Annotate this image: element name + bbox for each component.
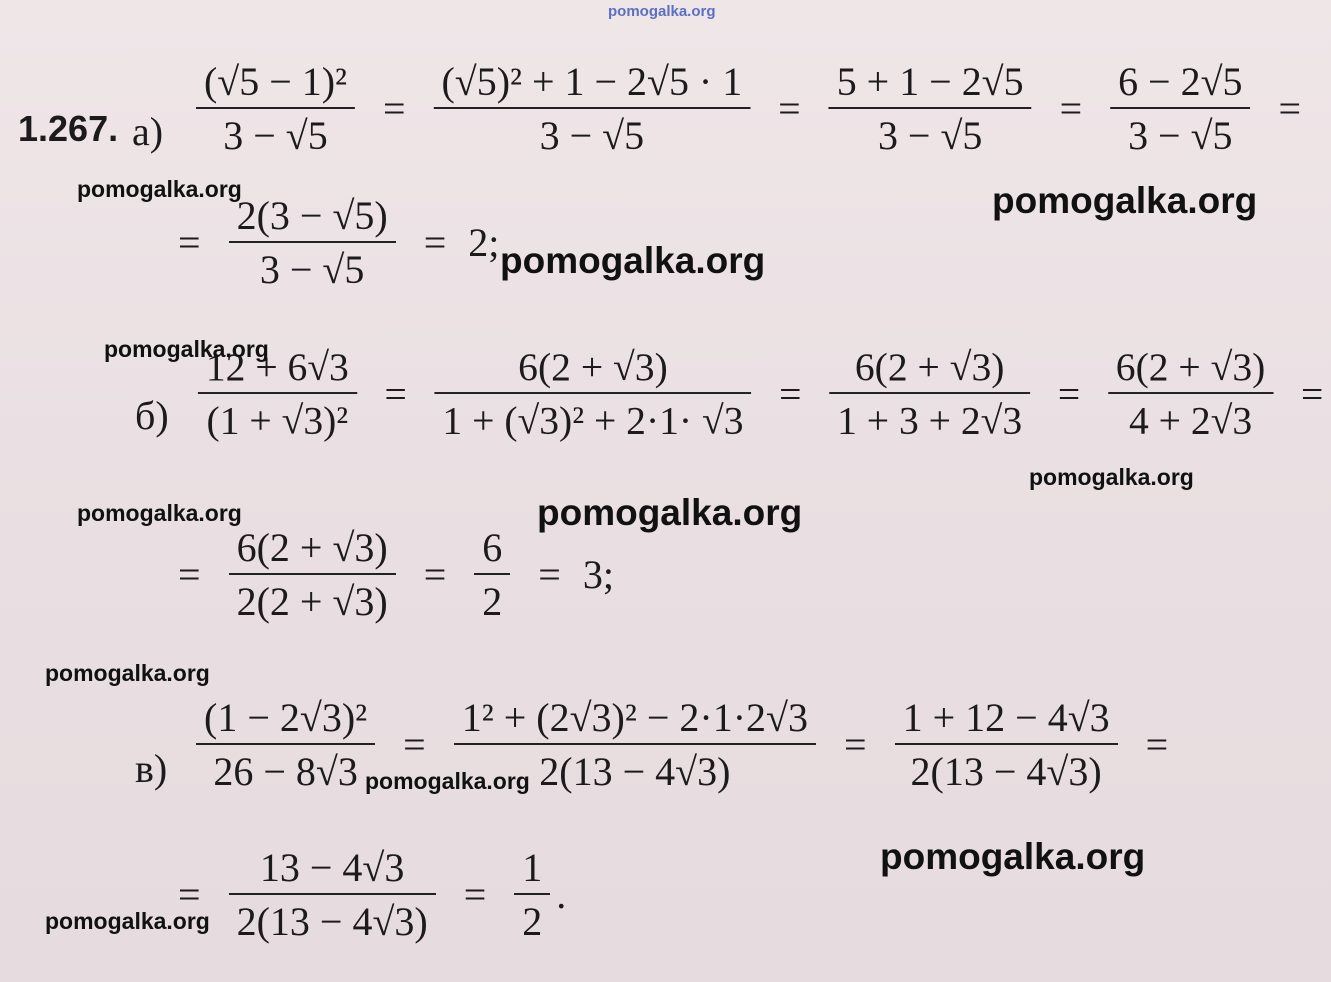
- watermark: pomogalka.org: [992, 180, 1258, 221]
- denominator: 3 − √5: [539, 112, 645, 158]
- equals-sign: =: [463, 872, 487, 917]
- denominator: 26 − 8√3: [213, 749, 358, 794]
- numerator: 1 + 12 − 4√3: [902, 695, 1110, 740]
- equals-sign: =: [382, 86, 406, 131]
- fraction: [434, 59, 751, 158]
- fraction: [229, 193, 396, 292]
- watermark: pomogalka.org: [365, 768, 530, 794]
- part-a-line-1: [190, 59, 1323, 158]
- fraction: [1108, 344, 1273, 443]
- equals-sign: =: [538, 552, 561, 597]
- numerator: 6(2 + √3): [1115, 344, 1266, 390]
- denominator: 2(2 + √3): [236, 579, 388, 624]
- watermark: pomogalka.org: [500, 240, 766, 281]
- fraction: [514, 845, 550, 944]
- watermark: pomogalka.org: [104, 336, 269, 362]
- numerator: 6(2 + √3): [236, 525, 388, 570]
- fraction: [229, 525, 396, 624]
- equals-sign: =: [844, 722, 867, 767]
- fraction: [474, 525, 510, 624]
- watermark: pomogalka.org: [77, 176, 242, 202]
- equals-sign: =: [178, 552, 201, 597]
- part-b-line-2: [178, 525, 614, 624]
- watermark: pomogalka.org: [880, 836, 1146, 877]
- numerator: 12 + 6√3: [205, 344, 349, 390]
- numerator: 6(2 + √3): [518, 344, 668, 390]
- numerator: 6: [482, 525, 503, 570]
- problem-number: 1.267.: [18, 108, 119, 149]
- fraction: [1110, 59, 1250, 158]
- numerator: 6(2 + √3): [854, 344, 1005, 390]
- denominator: 2(13 − 4√3): [910, 749, 1102, 794]
- part-a-label: а): [132, 109, 164, 154]
- denominator: 1 + (√3)² + 2·1· √3: [442, 397, 744, 443]
- numerator: 2(3 − √5): [236, 193, 388, 238]
- equals-sign: =: [423, 220, 447, 265]
- denominator: (1 + √3)²: [206, 397, 349, 443]
- numerator: (√5 − 1)²: [203, 59, 348, 105]
- numerator: 1: [522, 845, 543, 890]
- part-b-label: б): [135, 393, 169, 438]
- fraction: [829, 344, 1030, 443]
- watermark-top: pomogalka.org: [608, 3, 716, 20]
- equals-sign: =: [779, 371, 802, 416]
- result: 2;: [468, 220, 500, 265]
- denominator: 3 − √5: [1128, 112, 1233, 158]
- watermark: pomogalka.org: [45, 660, 210, 686]
- equals-sign: =: [1300, 371, 1324, 416]
- numerator: 5 + 1 − 2√5: [836, 59, 1024, 105]
- denominator: 2: [522, 899, 543, 944]
- part-a-line-2: [178, 193, 500, 292]
- watermark: pomogalka.org: [45, 908, 210, 934]
- fraction: [229, 845, 436, 944]
- watermark: pomogalka.org: [77, 500, 242, 526]
- numerator: 1² + (2√3)² − 2·1·2√3: [461, 695, 809, 740]
- watermark: pomogalka.org: [1029, 464, 1194, 490]
- part-v-line-1: [190, 695, 1190, 794]
- equals-sign: =: [778, 86, 801, 131]
- equals-sign: =: [1278, 86, 1302, 131]
- result: 3;: [582, 552, 614, 597]
- denominator: 3 − √5: [259, 247, 365, 292]
- denominator: 1 + 3 + 2√3: [837, 397, 1023, 443]
- fraction: [435, 344, 752, 443]
- denominator: 3 − √5: [877, 112, 983, 158]
- equals-sign: =: [423, 552, 447, 597]
- denominator: 4 + 2√3: [1128, 397, 1253, 443]
- part-v-label: в): [135, 746, 168, 791]
- fraction: [196, 695, 375, 794]
- denominator: 2(13 − 4√3): [236, 899, 428, 944]
- part-v-line-2: [178, 845, 567, 944]
- equals-sign: =: [1059, 86, 1083, 131]
- equals-sign: =: [1145, 722, 1169, 767]
- equals-sign: =: [178, 872, 201, 917]
- denominator: 2: [482, 579, 503, 624]
- denominator: 2(13 − 4√3): [539, 749, 731, 794]
- numerator: 6 − 2√5: [1118, 59, 1243, 105]
- fraction: [829, 59, 1032, 158]
- numerator: (1 − 2√3)²: [204, 695, 368, 740]
- equals-sign: =: [178, 220, 201, 265]
- numerator: (√5)² + 1 − 2√5 · 1: [441, 59, 743, 105]
- denominator: 3 − √5: [223, 112, 328, 158]
- fraction: [895, 695, 1118, 794]
- fraction: [196, 59, 355, 158]
- equals-sign: =: [1057, 371, 1081, 416]
- numerator: 13 − 4√3: [259, 845, 405, 890]
- result: .: [556, 872, 567, 917]
- equals-sign: =: [403, 722, 426, 767]
- equals-sign: =: [384, 371, 407, 416]
- watermark: pomogalka.org: [537, 492, 803, 533]
- part-b-line-1: [192, 344, 1324, 443]
